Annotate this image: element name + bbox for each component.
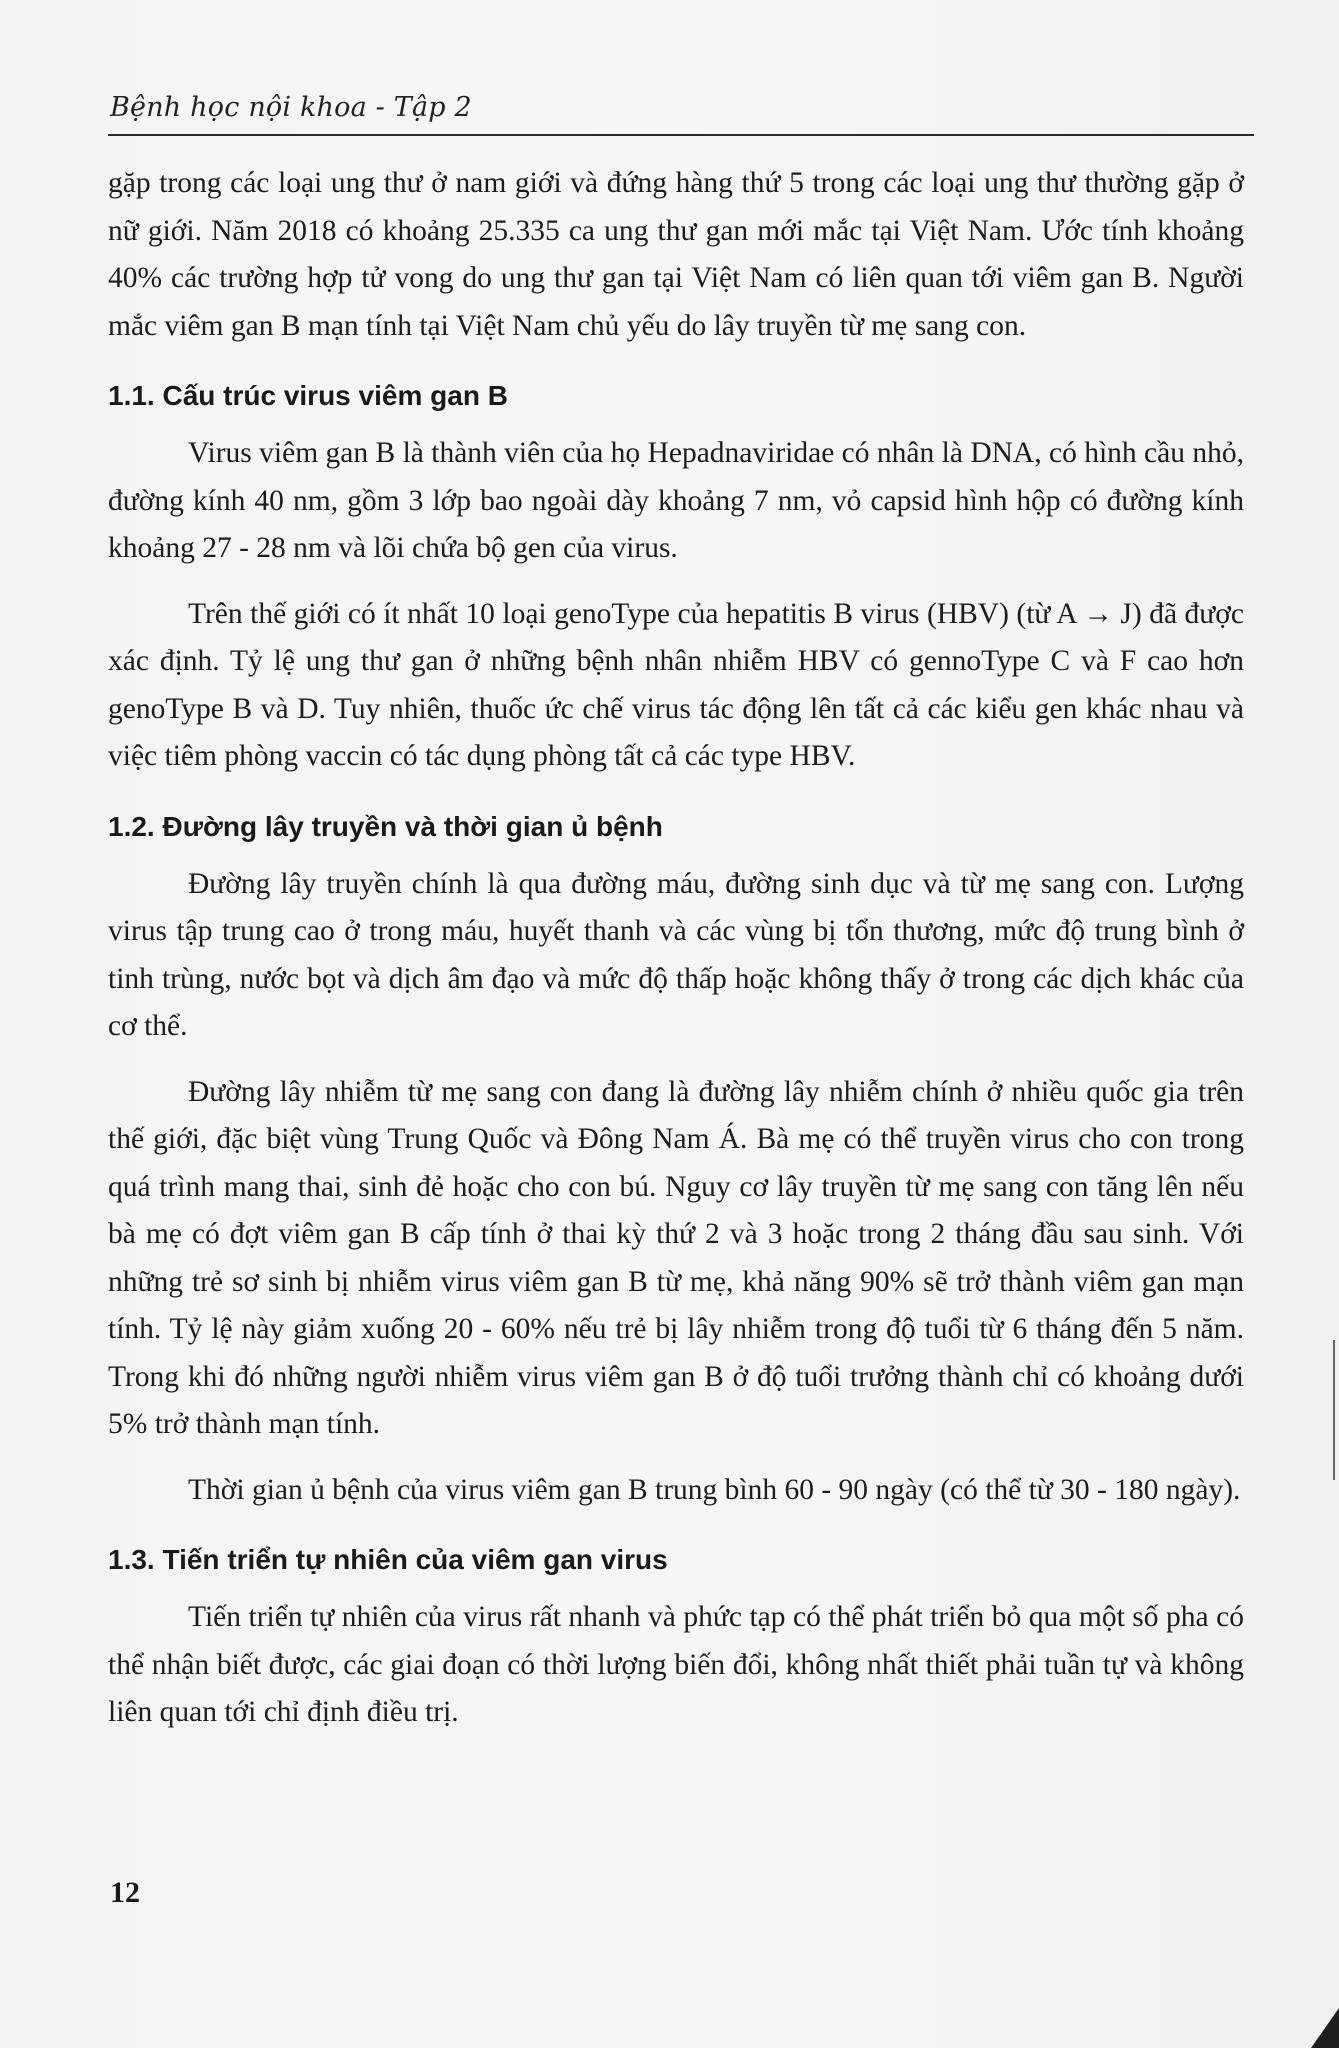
intro-paragraph: gặp trong các loại ung thư ở nam giới và đứng hàng thứ 5 trong các loại ung thư thường gặp ở nữ giới. Năm 2018 có khoảng 25.335 ca ung thư gan mới mắc tại Việt Nam. Ước tính khoảng 40% các trường hợp tử vong do ung thư gan tại Việt Nam có liên quan tới viêm gan B. Người mắc viêm gan B mạn tính tại Việt Nam chủ yếu do lây truyền từ mẹ sang con. — [108, 167, 1244, 342]
header-rule — [108, 134, 1254, 136]
section-1-1-paragraph-2: Trên thế giới có ít nhất 10 loại genoType của hepatitis B virus (HBV) (từ A → J) đã được xác định. Tỷ lệ ung thư gan ở những bệnh nhân nhiễm HBV có gennoType C và F cao hơn genoType B và D. Tuy nhiên, thuốc ức chế virus tác động lên tất cả các kiểu gen khác nhau và việc tiêm phòng vaccin có tác dụng phòng tất cả các type HBV. — [108, 597, 1244, 772]
page-number: 12 — [110, 1876, 140, 1909]
section-1-1-paragraph-1: Virus viêm gan B là thành viên của họ Hepadnaviridae có nhân là DNA, có hình cầu nhỏ, đường kính 40 nm, gồm 3 lớp bao ngoài dày khoảng 7 nm, vỏ capsid hình hộp có đường kính khoảng 27 - 28 nm và lõi chứa bộ gen của virus. — [108, 437, 1244, 564]
section-1-2-paragraph-3: Thời gian ủ bệnh của virus viêm gan B trung bình 60 - 90 ngày (có thể từ 30 - 180 ngày). — [188, 1473, 1241, 1506]
page-corner-mark — [1311, 2008, 1339, 2048]
section-1-3-paragraph-1: Tiến triển tự nhiên của virus rất nhanh và phức tạp có thể phát triển bỏ qua một số pha có thể nhận biết được, các giai đoạn có thời lượng biến đổi, không nhất thiết phải tuần tự và không liên quan tới chỉ định điều trị. — [108, 1601, 1244, 1728]
page-edge-mark — [1333, 1340, 1335, 1480]
section-1-2-paragraph-1: Đường lây truyền chính là qua đường máu, đường sinh dục và từ mẹ sang con. Lượng virus tập trung cao ở trong máu, huyết thanh và các vùng bị tổn thương, mức độ trung bình ở tinh trùng, nước bọt và dịch âm đạo và mức độ thấp hoặc không thấy ở trong các dịch khác của cơ thể. — [108, 867, 1244, 1042]
section-heading-1-3: 1.3. Tiến triển tự nhiên của viêm gan virus — [108, 1544, 668, 1575]
section-1-2-paragraph-2: Đường lây nhiễm từ mẹ sang con đang là đường lây nhiễm chính ở nhiều quốc gia trên thế giới, đặc biệt vùng Trung Quốc và Đông Nam Á. Bà mẹ có thể truyền virus cho con trong quá trình mang thai, sinh đẻ hoặc cho con bú. Nguy cơ lây truyền từ mẹ sang con tăng lên nếu bà mẹ có đợt viêm gan B cấp tính ở thai kỳ thứ 2 và 3 hoặc trong 2 tháng đầu sau sinh. Với những trẻ sơ sinh bị nhiễm virus viêm gan B từ mẹ, khả năng 90% sẽ trở thành viêm gan mạn tính. Tỷ lệ này giảm xuống 20 - 60% nếu trẻ bị lây nhiễm trong độ tuổi từ 6 tháng đến 5 năm. Trong khi đó những người nhiễm virus viêm gan B ở độ tuổi trưởng thành chỉ có khoảng dưới 5% trở thành mạn tính. — [108, 1075, 1244, 1440]
section-heading-1-1: 1.1. Cấu trúc virus viêm gan B — [108, 380, 508, 411]
running-header: Bệnh học nội khoa - Tập 2 — [110, 92, 472, 123]
section-heading-1-2: 1.2. Đường lây truyền và thời gian ủ bệnh — [108, 810, 663, 842]
page-content — [108, 160, 1244, 1737]
